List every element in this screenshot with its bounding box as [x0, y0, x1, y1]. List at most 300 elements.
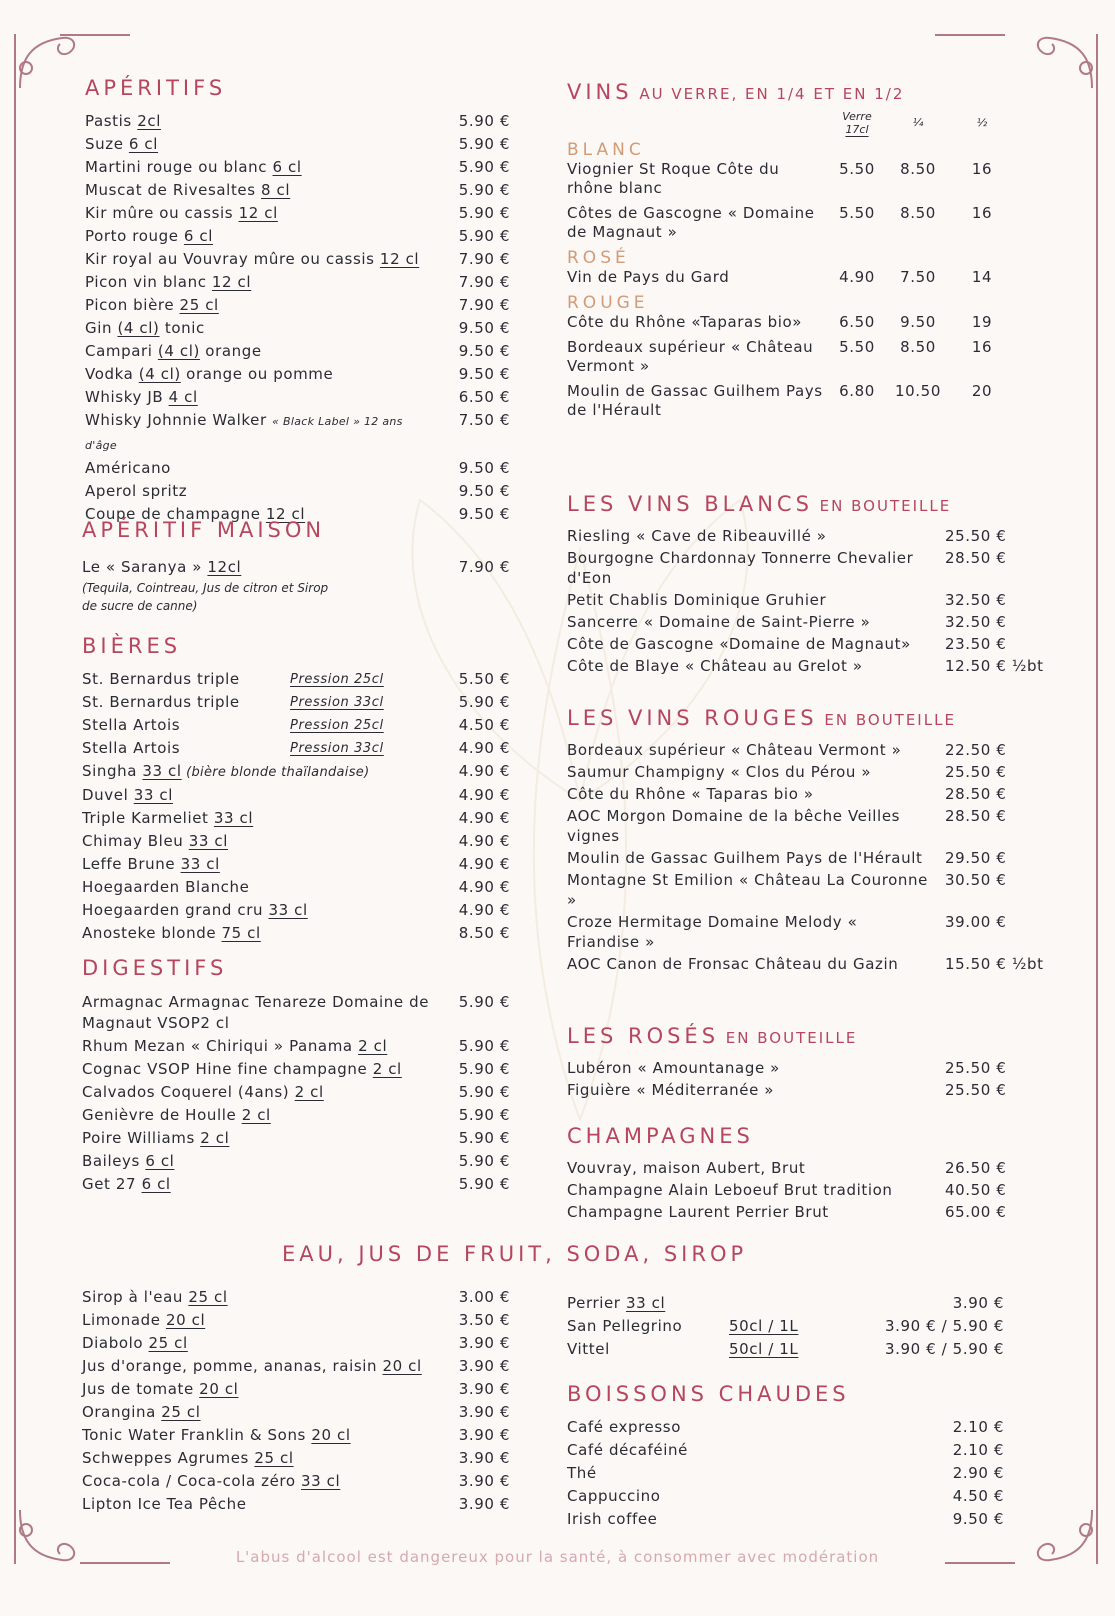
- item-name: Moulin de Gassac Guilhem Pays de l'Hérault: [567, 849, 923, 867]
- item-name: Orangina: [82, 1403, 162, 1421]
- item-pression: Pression 33cl: [290, 695, 384, 710]
- list-item: [567, 1338, 1004, 1361]
- item-size: 12cl: [207, 558, 242, 576]
- roses-section: [567, 1024, 1052, 1102]
- item-size: 2cl: [137, 112, 161, 130]
- price-demi: 16: [971, 204, 993, 222]
- item-name: Poire Williams: [82, 1129, 201, 1147]
- list-item: [567, 954, 1052, 976]
- item-price: 5.90 €: [458, 1037, 510, 1055]
- item-name: Perrier: [567, 1294, 626, 1312]
- wine-columns-header: [567, 104, 1052, 134]
- item-name: Figuière « Méditerranée »: [567, 1081, 775, 1099]
- item-name: AOC Canon de Fronsac Château du Gazin: [567, 955, 899, 973]
- champagnes-section: [567, 1124, 1052, 1224]
- list-item: [85, 156, 510, 179]
- column-quart: ¼: [912, 116, 924, 129]
- item-name: Hoegaarden grand cru: [82, 901, 269, 919]
- list-item: [82, 807, 510, 830]
- item-price: 22.50 €: [945, 741, 1007, 759]
- item-size: 50cl / 1L: [729, 1340, 799, 1358]
- column-verre: Verre: [842, 110, 872, 123]
- item-size: 33 cl: [625, 1294, 666, 1312]
- bieres-list: [82, 668, 510, 945]
- list-item: [567, 1202, 1052, 1224]
- table-row: [567, 382, 1052, 420]
- list-item: [85, 110, 510, 133]
- item-price: 3.90 €: [458, 1472, 510, 1490]
- list-item: [85, 480, 510, 503]
- item-price: 4.90 €: [458, 762, 510, 780]
- item-name: Porto rouge: [85, 227, 184, 245]
- list-item: [567, 590, 1052, 612]
- item-size: 4 cl: [168, 388, 198, 406]
- price-demi: 19: [971, 313, 993, 331]
- list-item: [85, 317, 510, 340]
- item-size: 20 cl: [382, 1357, 422, 1375]
- list-item: [82, 853, 510, 876]
- item-name: Duvel: [82, 786, 134, 804]
- list-item: [82, 1355, 510, 1378]
- list-item: [82, 876, 510, 899]
- item-name: Sirop à l'eau: [82, 1288, 189, 1306]
- item-name-wrap: [82, 807, 510, 830]
- price-verre: 6.80: [839, 382, 875, 400]
- price-quart: 8.50: [900, 204, 936, 222]
- price-demi: 14: [971, 268, 993, 286]
- item-size: 2 cl: [200, 1129, 230, 1147]
- list-item: [82, 760, 510, 784]
- item-suffix: orange: [199, 342, 262, 360]
- section-title: BOISSONS CHAUDES: [567, 1382, 850, 1406]
- item-name: Gin: [85, 319, 118, 337]
- item-size: 6 cl: [183, 227, 214, 245]
- item-name: Américano: [85, 459, 171, 477]
- item-name: Irish coffee: [567, 1510, 658, 1528]
- boissons-chaudes-list: [567, 1416, 1004, 1531]
- list-item: [82, 668, 510, 691]
- list-item: [85, 340, 510, 363]
- list-item: [567, 1080, 1052, 1102]
- item-size: (4 cl): [157, 342, 200, 360]
- price-demi: 20: [971, 382, 993, 400]
- item-name-wrap: [567, 1416, 1004, 1439]
- list-item: [82, 1309, 510, 1332]
- list-item: [85, 409, 510, 457]
- table-row: [567, 313, 1052, 332]
- price-verre: 5.50: [839, 160, 875, 178]
- item-name: Lubéron « Amountanage »: [567, 1059, 780, 1077]
- item-name-wrap: [567, 1508, 1004, 1531]
- item-name: Riesling « Cave de Ribeauvillé »: [567, 527, 827, 545]
- item-name: Diabolo: [82, 1334, 149, 1352]
- item-price: 5.90 €: [458, 135, 510, 153]
- section-title: DIGESTIFS: [82, 956, 228, 980]
- item-name: Le « Saranya »: [82, 558, 208, 576]
- item-price: 5.90 €: [458, 1083, 510, 1101]
- item-size: 2 cl: [358, 1037, 388, 1055]
- item-name: Vittel: [567, 1340, 610, 1358]
- item-price: 32.50 €: [945, 613, 1007, 631]
- item-price: 9.50 €: [458, 505, 510, 523]
- item-name: Pastis: [85, 112, 138, 130]
- column-demi: ½: [976, 116, 988, 129]
- item-name-wrap: [82, 830, 510, 853]
- item-name-wrap: [82, 1059, 510, 1080]
- item-price: 9.50 €: [458, 342, 510, 360]
- item-name: Côte de Blaye « Château au Grelot »: [567, 657, 863, 675]
- section-title: LES VINS ROUGES EN BOUTEILLE: [567, 706, 956, 730]
- item-price: 65.00 €: [945, 1203, 1007, 1221]
- item-name: Baileys: [82, 1152, 146, 1170]
- list-item: [567, 1158, 1052, 1180]
- item-name: St. Bernardus triple: [82, 670, 240, 688]
- list-item: [82, 1493, 510, 1516]
- item-price: 3.90 €: [952, 1294, 1004, 1312]
- item-name: Sancerre « Domaine de Saint-Pierre »: [567, 613, 871, 631]
- item-size: (4 cl): [138, 365, 181, 383]
- wine-glass-blanc-list: [567, 160, 1052, 242]
- wine-name: Bordeaux supérieur « Château Vermont »: [567, 338, 814, 375]
- item-size: 25 cl: [188, 1288, 228, 1306]
- item-price: 5.90 €: [458, 693, 510, 711]
- item-name-wrap: [85, 110, 510, 133]
- table-row: [567, 338, 1052, 376]
- section-title: BIÈRES: [82, 634, 182, 658]
- subsection-title: ROUGE: [567, 293, 649, 313]
- section-title: VINS AU VERRE, EN 1/4 ET EN 1/2: [567, 80, 905, 104]
- list-item: [85, 248, 510, 271]
- list-item: [567, 784, 1052, 806]
- item-price: 4.90 €: [458, 878, 510, 896]
- item-price: 4.90 €: [458, 739, 510, 757]
- item-name: Champagne Alain Leboeuf Brut tradition: [567, 1181, 893, 1199]
- wine-name: Côte du Rhône «Taparas bio»: [567, 313, 803, 331]
- item-name-wrap: [567, 1485, 1004, 1508]
- item-name-wrap: [85, 480, 510, 503]
- item-price: 3.90 €: [458, 1403, 510, 1421]
- item-price: 23.50 €: [945, 635, 1007, 653]
- item-price: 4.50 €: [952, 1487, 1004, 1505]
- item-name: Stella Artois: [82, 716, 181, 734]
- item-price: 5.90 €: [458, 1106, 510, 1124]
- item-name-wrap: [82, 1332, 510, 1355]
- list-item: [82, 1378, 510, 1401]
- item-name: Get 27: [82, 1175, 142, 1193]
- list-item: [567, 1508, 1004, 1531]
- item-name-wrap: [85, 340, 510, 363]
- list-item: [567, 870, 1052, 912]
- list-item: [567, 656, 1052, 678]
- item-price: 3.90 €: [458, 1334, 510, 1352]
- item-name-wrap: [82, 1470, 510, 1493]
- list-item: [567, 612, 1052, 634]
- item-price: 8.50 €: [458, 924, 510, 942]
- list-item: [567, 762, 1052, 784]
- column-verre-size: 17cl: [845, 123, 869, 136]
- item-name: Triple Karmeliet: [82, 809, 214, 827]
- item-name: Stella Artois: [82, 739, 181, 757]
- bieres-section: [82, 634, 510, 945]
- list-item: [82, 691, 510, 714]
- item-name: Singha: [82, 762, 143, 780]
- item-price: 9.50 €: [458, 459, 510, 477]
- item-size: 12 cl: [379, 250, 420, 268]
- item-name: Cognac VSOP Hine fine champagne: [82, 1060, 373, 1078]
- list-item: [567, 1058, 1052, 1080]
- item-name-wrap: [82, 1424, 510, 1447]
- price-verre: 5.50: [839, 204, 875, 222]
- list-item: [567, 1292, 1004, 1315]
- list-item: [82, 1082, 510, 1105]
- item-name-wrap: [82, 1447, 510, 1470]
- section-title: APÉRITIFS: [85, 76, 227, 100]
- item-pression: Pression 33cl: [290, 741, 384, 756]
- item-pression: Pression 25cl: [290, 718, 384, 733]
- item-name-wrap: [82, 1174, 510, 1195]
- item-suffix: tonic: [159, 319, 205, 337]
- item-price: 39.00 €: [945, 913, 1007, 931]
- item-size: 33 cl: [268, 901, 308, 919]
- item-name: Picon vin blanc: [85, 273, 212, 291]
- item-price: 4.90 €: [458, 809, 510, 827]
- list-item: [82, 737, 510, 760]
- item-price: 5.90 €: [458, 1175, 510, 1193]
- item-name: Bourgogne Chardonnay Tonnerre Chevalier d'Eon: [567, 549, 914, 587]
- item-price: 28.50 €: [945, 785, 1007, 803]
- item-price: 2.10 €: [952, 1418, 1004, 1436]
- item-name: Tonic Water Franklin & Sons: [82, 1426, 312, 1444]
- item-name: Calvados Coquerel (4ans): [82, 1083, 295, 1101]
- item-name-wrap: [82, 1401, 510, 1424]
- champagnes-list: [567, 1158, 1052, 1224]
- item-size: 33 cl: [142, 762, 182, 780]
- list-item: [567, 526, 1052, 548]
- item-name-wrap: [82, 1355, 510, 1378]
- item-price: 3.90 €: [458, 1426, 510, 1444]
- list-item: [567, 634, 1052, 656]
- price-verre: 4.90: [839, 268, 875, 286]
- item-price: 25.50 €: [945, 1081, 1007, 1099]
- item-name: Saumur Champigny « Clos du Pérou »: [567, 763, 872, 781]
- list-item: [85, 179, 510, 202]
- item-size: 33 cl: [188, 832, 229, 850]
- item-name: Genièvre de Houlle: [82, 1106, 242, 1124]
- item-price: 5.90 €: [458, 227, 510, 245]
- wine-glass-rose-list: [567, 268, 1052, 287]
- item-price: 3.90 € / 5.90 €: [884, 1340, 1004, 1358]
- list-item: [82, 1128, 510, 1151]
- list-item: [85, 225, 510, 248]
- price-verre: 5.50: [839, 338, 875, 356]
- item-size: 12 cl: [265, 505, 306, 523]
- item-price: 4.90 €: [458, 786, 510, 804]
- item-name: Vouvray, maison Aubert, Brut: [567, 1159, 806, 1177]
- item-name-wrap: [85, 386, 510, 409]
- item-name-wrap: [85, 317, 510, 340]
- item-name: St. Bernardus triple: [82, 693, 240, 711]
- item-name: Vodka: [85, 365, 139, 383]
- item-price: 2.10 €: [952, 1441, 1004, 1459]
- item-detail: « Black Label » 12 ans d'âge: [85, 415, 403, 452]
- item-name: Lipton Ice Tea Pêche: [82, 1495, 247, 1513]
- item-name-wrap: [82, 1309, 510, 1332]
- list-item: [82, 1470, 510, 1493]
- price-demi: 16: [971, 338, 993, 356]
- item-price: 9.50 €: [952, 1510, 1004, 1528]
- item-price: 4.90 €: [458, 832, 510, 850]
- item-price: 32.50 €: [945, 591, 1007, 609]
- item-price: 3.90 €: [458, 1449, 510, 1467]
- item-name: Chimay Bleu: [82, 832, 189, 850]
- item-price: 7.90 €: [458, 273, 510, 291]
- item-price: 25.50 €: [945, 763, 1007, 781]
- item-name: Cappuccino: [567, 1487, 661, 1505]
- table-row: [567, 268, 1052, 287]
- subsection-title: ROSÉ: [567, 248, 630, 268]
- subsection-title: BLANC: [567, 140, 645, 160]
- item-size: 20 cl: [199, 1380, 239, 1398]
- item-name: Suze: [85, 135, 129, 153]
- list-item: [567, 806, 1052, 848]
- section-title: EAU, JUS DE FRUIT, SODA, SIROP: [282, 1242, 748, 1266]
- item-name-wrap: [82, 1378, 510, 1401]
- item-size: 8 cl: [261, 181, 291, 199]
- item-price: 7.90 €: [458, 250, 510, 268]
- item-size: 33 cl: [180, 855, 220, 873]
- aperitifs-list: [85, 110, 510, 526]
- item-size: 33 cl: [301, 1472, 341, 1490]
- list-item: [82, 830, 510, 853]
- price-quart: 9.50: [900, 313, 936, 331]
- roses-list: [567, 1058, 1052, 1102]
- list-item: [82, 1286, 510, 1309]
- item-name-wrap: [82, 1105, 510, 1126]
- item-size: 2 cl: [372, 1060, 402, 1078]
- aperitifs-section: [82, 76, 510, 526]
- item-note: (Tequila, Cointreau, Jus de citron et Sirop de sucre de canne): [82, 581, 329, 613]
- item-name: Petit Chablis Dominique Gruhier: [567, 591, 827, 609]
- vins-rouges-section: [567, 706, 1052, 976]
- item-name: Limonade: [82, 1311, 166, 1329]
- item-name: Whisky JB: [85, 388, 169, 406]
- item-price: 3.50 €: [458, 1311, 510, 1329]
- item-size: 75 cl: [221, 924, 261, 942]
- wine-name: Viognier St Roque Côte du rhône blanc: [567, 160, 780, 197]
- item-name-wrap: [82, 784, 510, 807]
- item-name: Champagne Laurent Perrier Brut: [567, 1203, 829, 1221]
- item-name: Aperol spritz: [85, 482, 188, 500]
- item-name-wrap: [82, 876, 510, 899]
- list-item: [85, 271, 510, 294]
- item-size: 6 cl: [141, 1175, 171, 1193]
- list-item: [85, 386, 510, 409]
- item-name: Thé: [567, 1464, 597, 1482]
- item-price: 4.50 €: [458, 716, 510, 734]
- list-item: [82, 1401, 510, 1424]
- item-size: 6 cl: [272, 158, 302, 176]
- wine-name: Moulin de Gassac Guilhem Pays de l'Hérault: [567, 382, 823, 419]
- boissons-chaudes-section: [567, 1382, 1004, 1531]
- item-name-wrap: [85, 179, 510, 202]
- item-name-wrap: [82, 1036, 510, 1057]
- item-price: 25.50 €: [945, 1059, 1007, 1077]
- item-name: Croze Hermitage Domaine Melody « Friandise »: [567, 913, 858, 951]
- item-price: 9.50 €: [458, 482, 510, 500]
- item-size: (4 cl): [117, 319, 160, 337]
- item-price: 28.50 €: [945, 807, 1007, 825]
- item-price: 6.50 €: [458, 388, 510, 406]
- item-name: Jus de tomate: [82, 1380, 200, 1398]
- digestifs-section: [82, 956, 510, 1197]
- item-name-wrap: [85, 294, 510, 317]
- list-item: [82, 1059, 510, 1082]
- item-size: 20 cl: [311, 1426, 351, 1444]
- item-price: 9.50 €: [458, 365, 510, 383]
- item-name-wrap: [82, 922, 510, 945]
- item-name: Schweppes Agrumes: [82, 1449, 255, 1467]
- item-name-wrap: [82, 1286, 510, 1309]
- list-item: [567, 848, 1052, 870]
- item-name: Côte du Rhône « Taparas bio »: [567, 785, 814, 803]
- item-size: 25 cl: [179, 296, 219, 314]
- item-size: 6 cl: [128, 135, 159, 153]
- list-item: [567, 1485, 1004, 1508]
- item-price: 12.50 € ½bt: [945, 657, 1044, 675]
- list-item: [85, 457, 510, 480]
- item-name-wrap: [567, 1439, 1004, 1462]
- item-name-wrap: [85, 133, 510, 156]
- item-name: Café décaféiné: [567, 1441, 688, 1459]
- list-item: [82, 1424, 510, 1447]
- list-item: [82, 714, 510, 737]
- list-item: [567, 1416, 1004, 1439]
- item-size: 6 cl: [145, 1152, 175, 1170]
- list-item: [567, 548, 1052, 590]
- item-size: 25 cl: [161, 1403, 201, 1421]
- item-name-wrap: [567, 1462, 1004, 1485]
- item-name-wrap: [85, 409, 510, 457]
- item-size: 2 cl: [294, 1083, 324, 1101]
- item-name: AOC Morgon Domaine de la bêche Veilles vignes: [567, 807, 901, 845]
- price-quart: 8.50: [900, 338, 936, 356]
- list-item: [567, 1462, 1004, 1485]
- item-name: Kir royal au Vouvray mûre ou cassis: [85, 250, 380, 268]
- list-item: [85, 294, 510, 317]
- corner-ornament-icon: [12, 28, 82, 98]
- item-name: Côte de Gascogne «Domaine de Magnaut»: [567, 635, 911, 653]
- item-price: 3.90 €: [458, 1495, 510, 1513]
- item-price: 5.50 €: [458, 670, 510, 688]
- item-size: 33 cl: [133, 786, 173, 804]
- item-price: 3.90 €: [458, 1380, 510, 1398]
- item-name-wrap: [82, 760, 510, 784]
- vins-rouges-list: [567, 740, 1052, 976]
- item-size: 12 cl: [211, 273, 252, 291]
- item-name-wrap: [85, 363, 510, 386]
- item-price: 5.90 €: [458, 181, 510, 199]
- item-price: 3.00 €: [458, 1288, 510, 1306]
- item-name-wrap: [82, 853, 510, 876]
- item-price: 26.50 €: [945, 1159, 1007, 1177]
- item-size: 2 cl: [241, 1106, 271, 1124]
- item-name-wrap: [82, 1151, 510, 1172]
- eau-left-list: [82, 1286, 510, 1516]
- item-price: 29.50 €: [945, 849, 1007, 867]
- list-item: [567, 1439, 1004, 1462]
- item-name: San Pellegrino: [567, 1317, 683, 1335]
- item-name: Coupe de champagne: [85, 505, 266, 523]
